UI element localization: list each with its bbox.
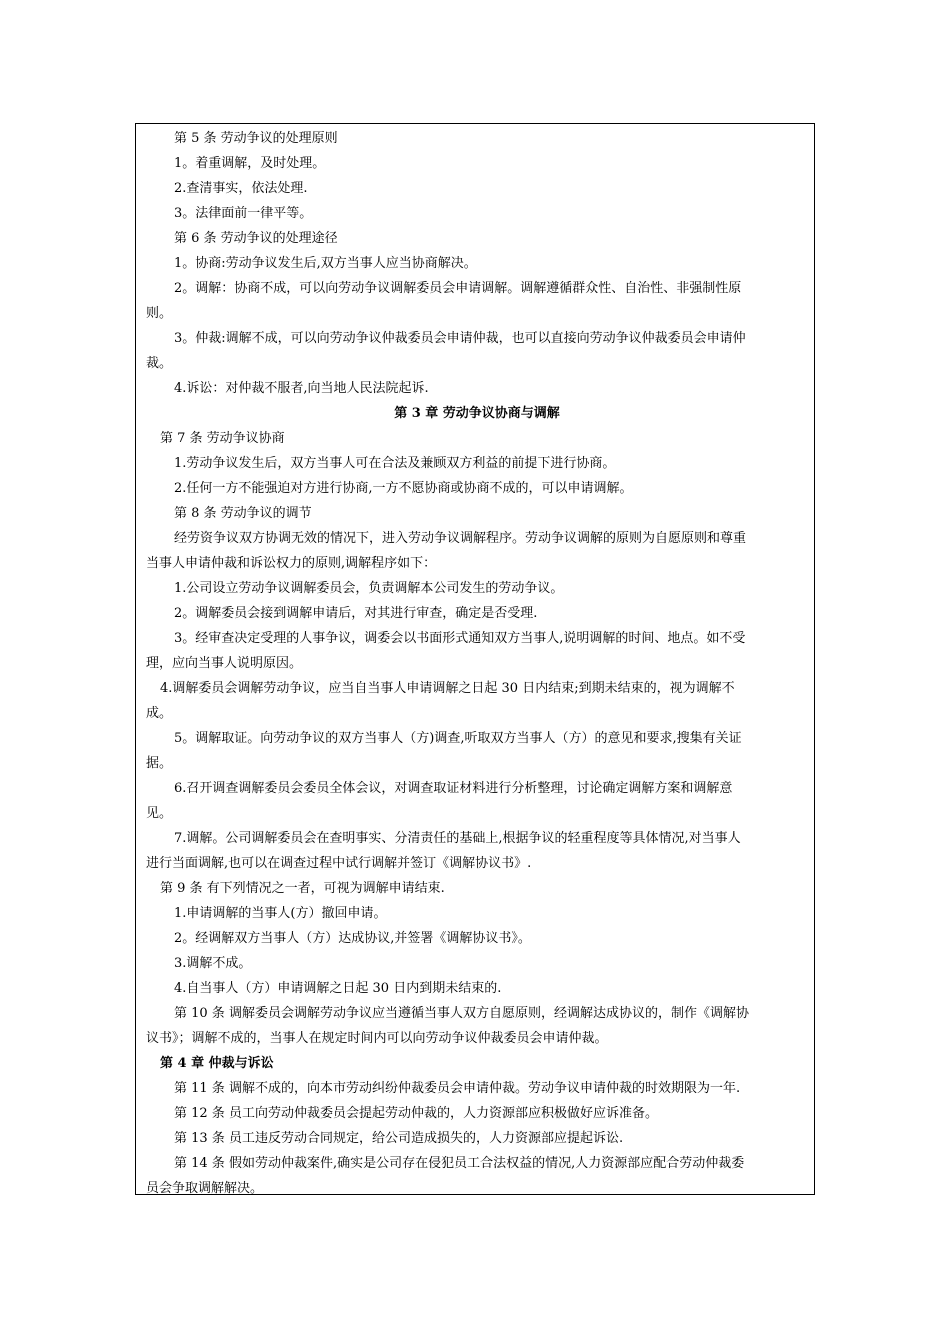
list-item-continuation: 见。 [146, 806, 173, 821]
article-heading: 第 5 条 劳动争议的处理原则 [174, 131, 338, 146]
list-item: 4.诉讼：对仲裁不服者,向当地人民法院起诉. [174, 381, 429, 396]
article-heading: 第 8 条 劳动争议的调节 [174, 506, 312, 521]
list-item: 2。调解：协商不成，可以向劳动争议调解委员会申请调解。调解遵循群众性、自治性、非强制性原 [174, 281, 742, 296]
list-item: 7.调解。公司调解委员会在查明事实、分清责任的基础上,根据争议的轻重程度等具体情况,对当事人 [174, 831, 741, 846]
list-item: 3。经审查决定受理的人事争议，调委会以书面形式通知双方当事人,说明调解的时间、地点。如不受 [174, 631, 746, 646]
list-item: 1.公司设立劳动争议调解委员会，负责调解本公司发生的劳动争议。 [174, 581, 564, 596]
chapter-heading: 第 4 章 仲裁与诉讼 [160, 1056, 274, 1071]
paragraph-continuation: 当事人申请仲裁和诉讼权力的原则,调解程序如下： [146, 556, 437, 571]
list-item-continuation: 据。 [146, 756, 173, 771]
article-heading: 第 7 条 劳动争议协商 [160, 431, 285, 446]
document-frame [135, 123, 815, 1195]
article-paragraph: 第 11 条 调解不成的，向本市劳动纠纷仲裁委员会申请仲裁。劳动争议申请仲裁的时效期限为一年. [174, 1081, 741, 1096]
list-item: 2。调解委员会接到调解申请后，对其进行审查，确定是否受理. [174, 606, 538, 621]
article-paragraph: 第 14 条 假如劳动仲裁案件,确实是公司存在侵犯员工合法权益的情况,人力资源部应配合劳动仲裁委 [174, 1156, 745, 1171]
list-item-continuation: 则。 [146, 306, 173, 321]
article-heading: 第 9 条 有下列情况之一者，可视为调解申请结束. [160, 881, 445, 896]
chapter-heading: 第 3 章 劳动争议协商与调解 [394, 406, 560, 421]
article-paragraph: 第 13 条 员工违反劳动合同规定，给公司造成损失的，人力资源部应提起诉讼. [174, 1131, 624, 1146]
list-item: 3。法律面前一律平等。 [174, 206, 313, 221]
article-paragraph: 第 10 条 调解委员会调解劳动争议应当遵循当事人双方自愿原则，经调解达成协议的，制作《调解协 [174, 1006, 749, 1021]
article-paragraph-continuation: 员会争取调解解决。 [146, 1181, 264, 1196]
list-item-continuation: 成。 [146, 706, 173, 721]
list-item: 3.调解不成。 [174, 956, 252, 971]
list-item: 2。经调解双方当事人（方）达成协议,并签署《调解协议书》。 [174, 931, 531, 946]
list-item: 1.申请调解的当事人(方）撤回申请。 [174, 906, 387, 921]
list-item: 3。仲裁:调解不成，可以向劳动争议仲裁委员会申请仲裁，也可以直接向劳动争议仲裁委员会申请仲 [174, 331, 746, 346]
list-item: 4.调解委员会调解劳动争议，应当自当事人申请调解之日起 30 日内结束;到期未结束的，视为调解不 [160, 681, 735, 696]
paragraph: 经劳资争议双方协调无效的情况下，进入劳动争议调解程序。劳动争议调解的原则为自愿原则和尊重 [174, 531, 747, 546]
list-item: 1。协商:劳动争议发生后,双方当事人应当协商解决。 [174, 256, 477, 271]
list-item: 5。调解取证。向劳动争议的双方当事人（方)调查,听取双方当事人（方）的意见和要求,搜集有关证 [174, 731, 742, 746]
list-item: 2.任何一方不能强迫对方进行协商,一方不愿协商或协商不成的，可以申请调解。 [174, 481, 633, 496]
article-heading: 第 6 条 劳动争议的处理途径 [174, 231, 338, 246]
list-item: 2.查清事实，依法处理. [174, 181, 308, 196]
article-paragraph-continuation: 议书》；调解不成的，当事人在规定时间内可以向劳动争议仲裁委员会申请仲裁。 [146, 1031, 608, 1046]
list-item: 1.劳动争议发生后，双方当事人可在合法及兼顾双方利益的前提下进行协商。 [174, 456, 616, 471]
article-paragraph: 第 12 条 员工向劳动仲裁委员会提起劳动仲裁的，人力资源部应积极做好应诉准备。 [174, 1106, 658, 1121]
list-item-continuation: 理，应向当事人说明原因。 [146, 656, 303, 671]
list-item: 4.自当事人（方）申请调解之日起 30 日内到期未结束的. [174, 981, 502, 996]
list-item: 6.召开调查调解委员会委员全体会议，对调查取证材料进行分析整理，讨论确定调解方案和调解意 [174, 781, 733, 796]
list-item: 1。着重调解，及时处理。 [174, 156, 326, 171]
list-item-continuation: 裁。 [146, 356, 173, 371]
list-item-continuation: 进行当面调解,也可以在调查过程中试行调解并签订《调解协议书》. [146, 856, 532, 871]
